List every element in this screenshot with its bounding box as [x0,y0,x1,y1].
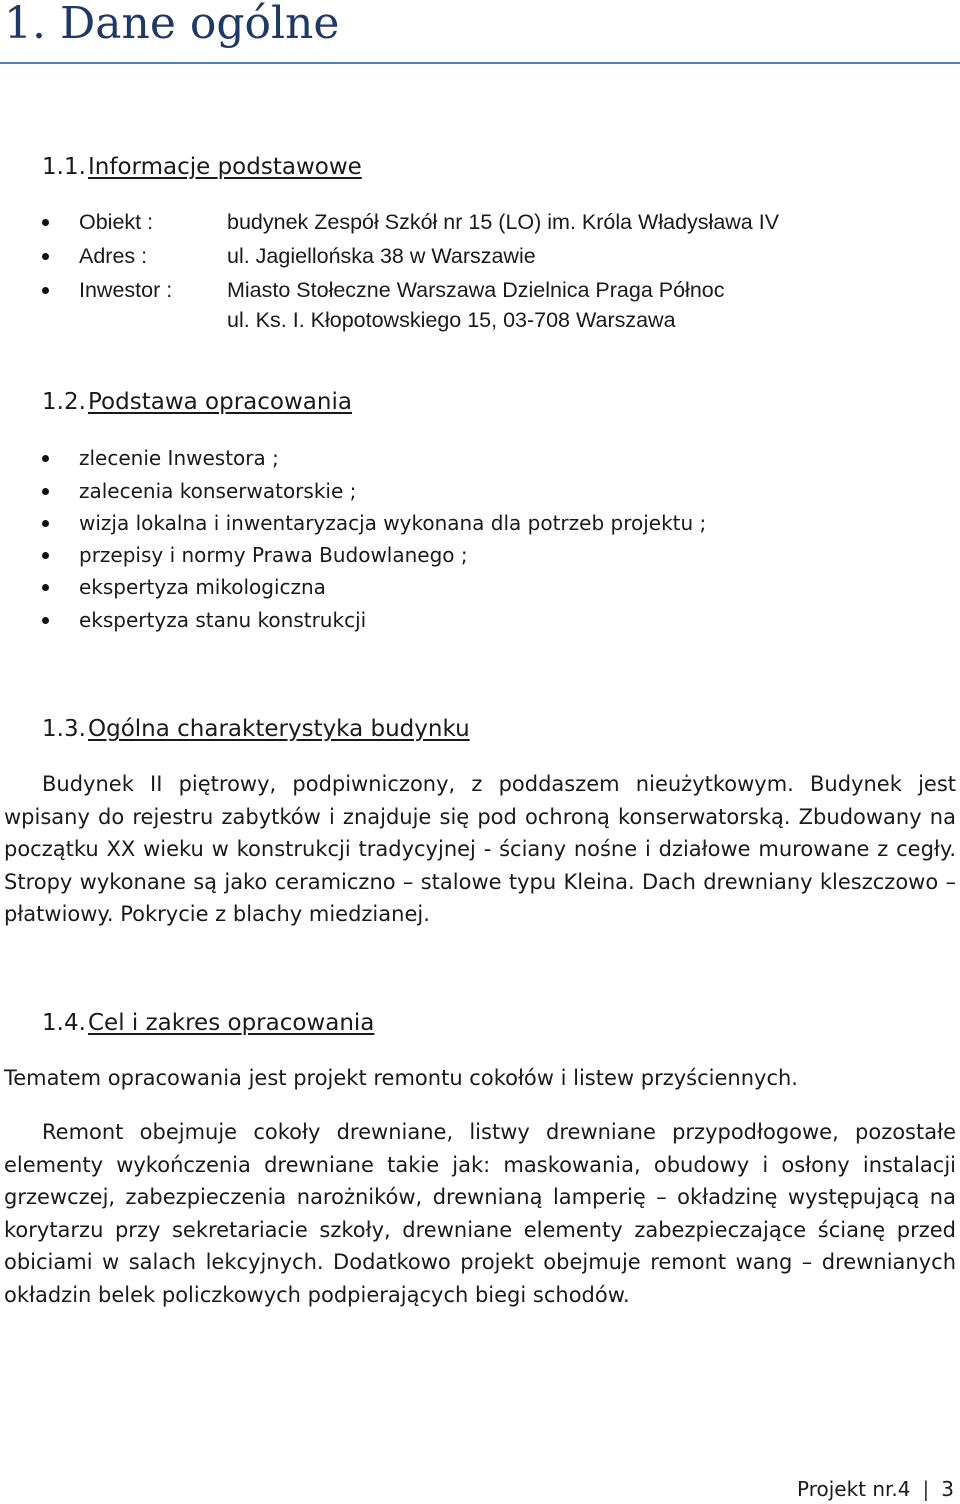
scope-detail-paragraph: Remont obejmuje cokoły drewniane, listwy drewniane przypodłogowe, pozostałe elementy wykończenia drewniane takie jak: maskowania, obudowy i osłony instalacji grzewczej, zabezpieczenia narożników, drewnianą lamperię – okładzinę występującą na korytarzu przy sekretariacie szkoły, drewniane elementy zabezpieczające ścianę przed obiciami w salach lekcyjnych. Dodatkowo projekt obejmuje remont wang – drewnianych okładzin belek policzkowych podpierających biegi schodów. [4,1120,956,1307]
bullet-icon [42,488,49,495]
info-row-adres [0,241,960,271]
info-label: Inwestor : [79,278,173,302]
footer-project-label: Projekt nr.4 [797,1477,911,1501]
list-item [0,605,960,635]
section-title: Informacje podstawowe [88,154,362,180]
list-item-text: ekspertyza mikologiczna [79,575,326,599]
info-label: Adres : [79,244,148,268]
list-item [0,572,960,602]
section-heading-1-4 [42,1008,374,1038]
bullet-icon [42,552,49,559]
footer-separator: | [922,1477,930,1501]
list-item-text: zalecenia konserwatorskie ; [79,479,357,503]
section-number: 1.2. [42,389,86,415]
list-item [0,476,960,506]
info-row-inwestor-address [0,305,960,335]
page-number: 3 [941,1477,954,1501]
list-item-text: ekspertyza stanu konstrukcji [79,608,367,632]
page-footer [797,1474,954,1504]
page-title: 1. Dane ogólne [4,0,340,49]
section-number: 1.1. [42,154,86,180]
characteristics-paragraph: Budynek II piętrowy, podpiwniczony, z poddaszem nieużytkowym. Budynek jest wpisany do rejestru zabytków i znajduje się pod ochroną konserwatorską. Zbudowany na początku XX wieku w konstrukcji tradycyjnej - ściany nośne i działowe murowane z cegły. Stropy wykonane są jako ceramiczno – stalowe typu Kleina. Dach drewniany kleszczowo – płatwiowy. Pokrycie z blachy miedzianej. [4,772,956,927]
section-title: Podstawa opracowania [88,389,352,415]
section-title: Ogólna charakterystyka budynku [88,716,470,742]
list-item-text: przepisy i normy Prawa Budowlanego ; [79,543,468,567]
bullet-icon [42,219,49,226]
section-number: 1.4. [42,1010,86,1036]
list-item-text: zlecenie Inwestora ; [79,446,279,470]
scope-intro-paragraph: Tematem opracowania jest projekt remontu cokołów i listew przyściennych. [4,1066,798,1090]
list-item-text: wizja lokalna i inwentaryzacja wykonana dla potrzeb projektu ; [79,511,707,535]
bullet-icon [42,520,49,527]
list-item [0,540,960,570]
section-title: Cel i zakres opracowania [88,1010,375,1036]
section-heading-1-1 [42,152,362,182]
bullet-icon [42,455,49,462]
info-value: budynek Zespół Szkół nr 15 (LO) im. Króla Władysława IV [227,210,780,234]
section-number: 1.3. [42,716,86,742]
bullet-icon [42,584,49,591]
info-value: Miasto Stołeczne Warszawa Dzielnica Praga Północ [227,278,725,302]
bullet-icon [42,253,49,260]
info-row-obiekt [0,207,960,237]
bullet-icon [42,617,49,624]
list-item [0,443,960,473]
info-value: ul. Ks. I. Kłopotowskiego 15, 03-708 Warszawa [227,308,676,332]
title-divider [0,62,960,64]
info-value: ul. Jagiellońska 38 w Warszawie [227,244,536,268]
list-item [0,508,960,538]
section-heading-1-2 [42,387,352,417]
info-row-inwestor [0,275,960,305]
bullet-icon [42,287,49,294]
info-label: Obiekt : [79,210,154,234]
section-heading-1-3 [42,714,470,744]
